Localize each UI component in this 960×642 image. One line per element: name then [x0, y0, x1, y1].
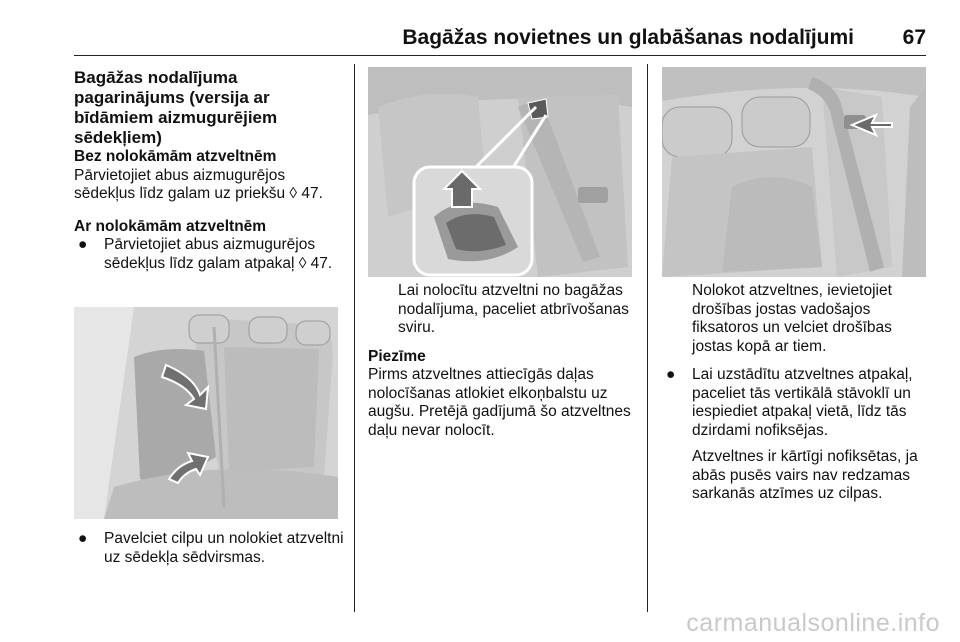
header-title: Bagāžas novietnes un glabāšanas nodalījumi	[402, 26, 854, 49]
bullet-dot: ●	[78, 236, 88, 253]
paragraph-lever: Lai nolocītu atzveltni no bagāžas nodalījuma, paceliet atbrīvošanas sviru.	[398, 282, 629, 336]
page-header	[74, 26, 926, 54]
figure-seat-fold	[74, 307, 338, 519]
figure-release-lever	[368, 67, 632, 277]
column-3	[662, 282, 932, 504]
bullet-text: Pavelciet cilpu un nolokiet atzveltni uz sēdekļa sēdvirsmas.	[104, 530, 344, 566]
column-2	[368, 282, 640, 440]
column-1-bottom	[74, 530, 346, 567]
paragraph-belts: Nolokot atzveltnes, ievietojiet drošības jostas vadošajos fiksatoros un velciet drošības jostas kopā ar tiem.	[692, 282, 892, 355]
list-item	[74, 236, 346, 273]
paragraph-1: Pārvietojiet abus aizmugurējos sēdekļus līdz galam uz priekšu ◊ 47.	[74, 166, 323, 202]
list-item	[662, 366, 932, 440]
subheading-2: Ar nolokāmām atzveltnēm	[74, 217, 267, 235]
bullet-dot: ●	[666, 366, 676, 383]
header-rule	[74, 55, 926, 56]
list-item	[74, 530, 346, 567]
section-heading: Bagāžas nodalījuma pagarinājums (versija ar bīdāmiem aizmugurējiem sēdekļiem)	[74, 68, 278, 147]
column-divider-2	[647, 64, 648, 612]
figure-belt-guides	[662, 67, 926, 277]
watermark: carmanualsonline.info	[686, 609, 940, 637]
subheading-1: Bez nolokāmām atzveltnēm	[74, 148, 277, 165]
column-divider-1	[354, 64, 355, 612]
bullet-dot: ●	[78, 530, 88, 547]
note-title: Piezīme	[368, 347, 426, 365]
note-text: Pirms atzveltnes attiecīgās daļas nolocīšanas atlokiet elkoņbalstu uz augšu. Pretējā gadījumā šo atzveltnes daļu nevar nolocīt.	[368, 366, 631, 439]
column-1	[74, 68, 346, 273]
bullet-text: Lai uzstādītu atzveltnes atpakaļ, paceliet tās vertikālā stāvoklī un iespiediet atpakaļ vietā, līdz tās dzirdami nofiksējas.	[692, 366, 913, 439]
page-number: 67	[902, 26, 926, 49]
bullet-text: Pārvietojiet abus aizmugurējos sēdekļus līdz galam atpakaļ ◊ 47.	[104, 236, 333, 272]
paragraph-lock-check: Atzveltnes ir kārtīgi nofiksētas, ja abās pusēs vairs nav redzamas sarkanās atzīmes uz cilpas.	[692, 448, 918, 502]
